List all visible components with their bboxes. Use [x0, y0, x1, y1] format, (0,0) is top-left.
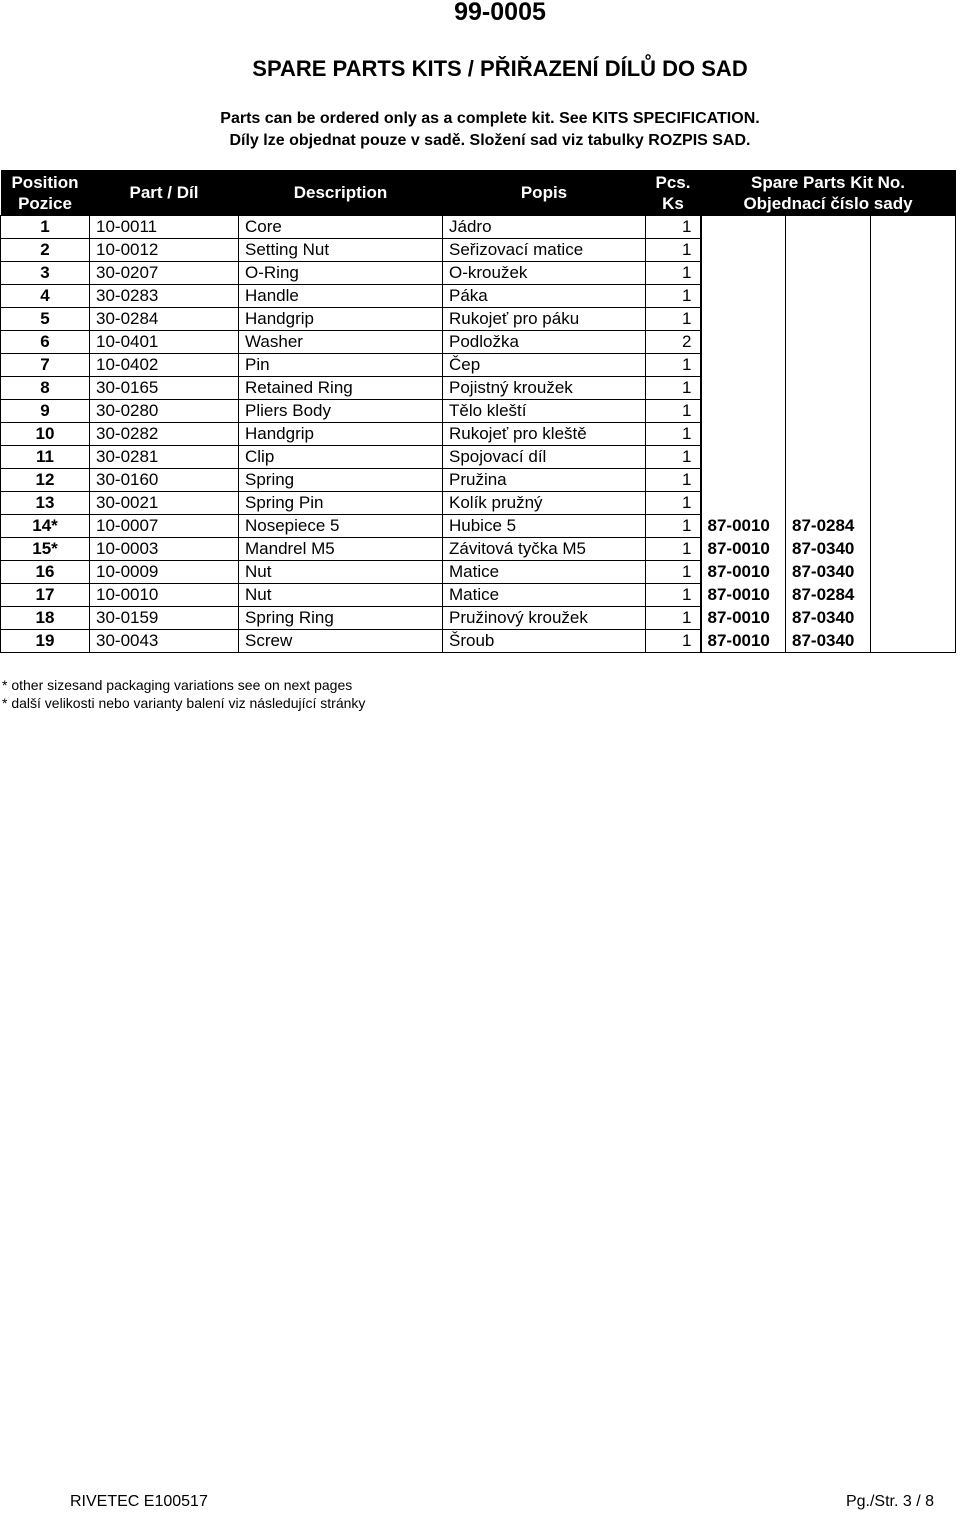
cell-kit-number	[701, 331, 786, 354]
cell-quantity: 1	[646, 538, 701, 561]
cell-kit-number	[701, 262, 786, 285]
cell-kit-number	[786, 285, 871, 308]
cell-kit-empty	[871, 607, 956, 630]
cell-description: Handgrip	[239, 308, 443, 331]
cell-part-number: 10-0010	[90, 584, 239, 607]
cell-kit-number: 87-0340	[786, 630, 871, 653]
cell-quantity: 1	[646, 630, 701, 653]
cell-kit-number	[786, 400, 871, 423]
cell-kit-empty	[871, 377, 956, 400]
cell-kit-empty	[871, 308, 956, 331]
cell-description: Washer	[239, 331, 443, 354]
table-row	[1, 423, 956, 446]
cell-popis: Jádro	[443, 216, 646, 239]
table-row	[1, 538, 956, 561]
cell-description: Spring	[239, 469, 443, 492]
cell-kit-number: 87-0340	[786, 607, 871, 630]
cell-part-number: 30-0284	[90, 308, 239, 331]
cell-kit-number: 87-0010	[701, 561, 786, 584]
cell-kit-number	[701, 469, 786, 492]
table-row	[1, 262, 956, 285]
cell-kit-empty	[871, 423, 956, 446]
header-pcs	[646, 170, 701, 216]
cell-position: 19	[1, 630, 90, 653]
cell-quantity: 1	[646, 285, 701, 308]
cell-popis: Matice	[443, 584, 646, 607]
cell-position: 14*	[1, 515, 90, 538]
cell-popis: Pružina	[443, 469, 646, 492]
cell-part-number: 30-0207	[90, 262, 239, 285]
cell-part-number: 30-0283	[90, 285, 239, 308]
cell-description: Nut	[239, 584, 443, 607]
cell-part-number: 10-0003	[90, 538, 239, 561]
table-row	[1, 446, 956, 469]
header-pcs-cz: Ks	[662, 193, 684, 213]
table-row	[1, 584, 956, 607]
cell-kit-empty	[871, 262, 956, 285]
cell-kit-number	[701, 492, 786, 515]
cell-part-number: 30-0043	[90, 630, 239, 653]
cell-position: 5	[1, 308, 90, 331]
table-row	[1, 561, 956, 584]
cell-position: 12	[1, 469, 90, 492]
cell-part-number: 30-0282	[90, 423, 239, 446]
header-position-en: Position	[11, 172, 79, 192]
cell-popis: Seřizovací matice	[443, 239, 646, 262]
cell-kit-empty	[871, 285, 956, 308]
cell-kit-number	[701, 239, 786, 262]
cell-description: Core	[239, 216, 443, 239]
table-row	[1, 469, 956, 492]
table-row	[1, 239, 956, 262]
table-row	[1, 630, 956, 653]
table-row	[1, 515, 956, 538]
cell-kit-number: 87-0284	[786, 515, 871, 538]
table-row	[1, 331, 956, 354]
cell-popis: O-kroužek	[443, 262, 646, 285]
cell-description: Screw	[239, 630, 443, 653]
table-row	[1, 216, 956, 239]
cell-quantity: 1	[646, 216, 701, 239]
cell-kit-empty	[871, 584, 956, 607]
cell-part-number: 30-0021	[90, 492, 239, 515]
cell-kit-number: 87-0284	[786, 584, 871, 607]
cell-kit-empty	[871, 331, 956, 354]
cell-position: 13	[1, 492, 90, 515]
header-pcs-en: Pcs.	[655, 172, 691, 192]
cell-kit-number	[701, 216, 786, 239]
cell-position: 10	[1, 423, 90, 446]
table-row	[1, 354, 956, 377]
cell-kit-empty	[871, 469, 956, 492]
cell-kit-number	[786, 216, 871, 239]
cell-part-number: 10-0011	[90, 216, 239, 239]
cell-position: 16	[1, 561, 90, 584]
cell-popis: Páka	[443, 285, 646, 308]
cell-description: Mandrel M5	[239, 538, 443, 561]
cell-kit-number	[701, 377, 786, 400]
cell-kit-number	[786, 446, 871, 469]
cell-kit-number	[786, 354, 871, 377]
footer-page-number: Pg./Str. 3 / 8	[845, 1493, 934, 1510]
table-row	[1, 377, 956, 400]
cell-kit-empty	[871, 630, 956, 653]
cell-quantity: 1	[646, 239, 701, 262]
cell-description: Handgrip	[239, 423, 443, 446]
cell-kit-number	[786, 331, 871, 354]
cell-position: 17	[1, 584, 90, 607]
cell-popis: Spojovací díl	[443, 446, 646, 469]
cell-kit-empty	[871, 538, 956, 561]
cell-kit-number: 87-0010	[701, 584, 786, 607]
cell-kit-number: 87-0010	[701, 538, 786, 561]
cell-kit-number: 87-0340	[786, 561, 871, 584]
cell-kit-number	[701, 285, 786, 308]
cell-quantity: 1	[646, 561, 701, 584]
cell-quantity: 1	[646, 308, 701, 331]
header-kit-cz: Objednací číslo sady	[743, 193, 913, 213]
cell-kit-number	[786, 469, 871, 492]
cell-kit-number	[786, 423, 871, 446]
cell-kit-empty	[871, 400, 956, 423]
cell-position: 8	[1, 377, 90, 400]
header-kit	[701, 170, 956, 216]
cell-kit-number	[786, 308, 871, 331]
table-row	[1, 308, 956, 331]
cell-part-number: 10-0012	[90, 239, 239, 262]
cell-part-number: 10-0007	[90, 515, 239, 538]
cell-position: 15*	[1, 538, 90, 561]
cell-position: 9	[1, 400, 90, 423]
document-number: 99-0005	[454, 0, 546, 26]
cell-position: 4	[1, 285, 90, 308]
cell-quantity: 1	[646, 584, 701, 607]
ordering-note-cz: Díly lze objednat pouze v sadě. Složení sad viz tabulky ROZPIS SAD.	[229, 132, 751, 149]
cell-quantity: 1	[646, 607, 701, 630]
cell-kit-empty	[871, 354, 956, 377]
cell-popis: Čep	[443, 354, 646, 377]
cell-kit-number	[786, 262, 871, 285]
cell-popis: Pružinový kroužek	[443, 607, 646, 630]
cell-popis: Pojistný kroužek	[443, 377, 646, 400]
cell-part-number: 30-0281	[90, 446, 239, 469]
cell-kit-number: 87-0340	[786, 538, 871, 561]
cell-quantity: 1	[646, 400, 701, 423]
cell-kit-number: 87-0010	[701, 515, 786, 538]
footer-document-id: RIVETEC E100517	[70, 1493, 208, 1510]
cell-part-number: 30-0159	[90, 607, 239, 630]
table-row	[1, 492, 956, 515]
table-header-row	[1, 170, 956, 216]
cell-position: 3	[1, 262, 90, 285]
cell-part-number: 10-0401	[90, 331, 239, 354]
cell-description: Nut	[239, 561, 443, 584]
header-kit-en: Spare Parts Kit No.	[751, 172, 905, 192]
cell-popis: Matice	[443, 561, 646, 584]
cell-kit-number	[701, 446, 786, 469]
cell-kit-empty	[871, 216, 956, 239]
cell-kit-number	[701, 308, 786, 331]
cell-description: Setting Nut	[239, 239, 443, 262]
cell-description: Nosepiece 5	[239, 515, 443, 538]
cell-kit-empty	[871, 239, 956, 262]
cell-quantity: 1	[646, 377, 701, 400]
cell-description: Pin	[239, 354, 443, 377]
cell-kit-number: 87-0010	[701, 630, 786, 653]
table-row	[1, 607, 956, 630]
cell-part-number: 10-0009	[90, 561, 239, 584]
cell-position: 11	[1, 446, 90, 469]
spare-parts-table	[0, 170, 956, 653]
cell-popis: Tělo kleští	[443, 400, 646, 423]
cell-kit-number	[701, 354, 786, 377]
cell-part-number: 10-0402	[90, 354, 239, 377]
cell-position: 7	[1, 354, 90, 377]
cell-popis: Rukojeť pro páku	[443, 308, 646, 331]
cell-kit-empty	[871, 561, 956, 584]
header-position-cz: Pozice	[18, 193, 72, 213]
page-title: SPARE PARTS KITS / PŘIŘAZENÍ DÍLŮ DO SAD	[252, 56, 748, 81]
cell-position: 18	[1, 607, 90, 630]
header-popis: Popis	[443, 170, 646, 216]
cell-kit-empty	[871, 515, 956, 538]
ordering-note-en: Parts can be ordered only as a complete kit. See KITS SPECIFICATION.	[220, 110, 760, 127]
table-row	[1, 400, 956, 423]
cell-popis: Hubice 5	[443, 515, 646, 538]
cell-position: 2	[1, 239, 90, 262]
header-position	[1, 170, 90, 216]
table-body	[1, 216, 956, 653]
header-part: Part / Díl	[90, 170, 239, 216]
cell-kit-empty	[871, 492, 956, 515]
footnote-cz: * další velikosti nebo varianty balení viz následující stránky	[2, 695, 366, 711]
cell-popis: Kolík pružný	[443, 492, 646, 515]
footnote-en: * other sizesand packaging variations see on next pages	[2, 677, 353, 693]
cell-kit-empty	[871, 446, 956, 469]
cell-quantity: 1	[646, 262, 701, 285]
cell-kit-number: 87-0010	[701, 607, 786, 630]
cell-description: Spring Ring	[239, 607, 443, 630]
cell-popis: Šroub	[443, 630, 646, 653]
cell-description: O-Ring	[239, 262, 443, 285]
cell-quantity: 2	[646, 331, 701, 354]
cell-description: Retained Ring	[239, 377, 443, 400]
cell-description: Handle	[239, 285, 443, 308]
cell-description: Clip	[239, 446, 443, 469]
cell-quantity: 1	[646, 446, 701, 469]
cell-part-number: 30-0165	[90, 377, 239, 400]
cell-description: Spring Pin	[239, 492, 443, 515]
header-description: Description	[239, 170, 443, 216]
cell-quantity: 1	[646, 515, 701, 538]
cell-quantity: 1	[646, 469, 701, 492]
cell-popis: Podložka	[443, 331, 646, 354]
cell-kit-number	[786, 377, 871, 400]
cell-position: 6	[1, 331, 90, 354]
cell-kit-number	[701, 423, 786, 446]
cell-kit-number	[701, 400, 786, 423]
cell-quantity: 1	[646, 492, 701, 515]
cell-kit-number	[786, 239, 871, 262]
cell-popis: Závitová tyčka M5	[443, 538, 646, 561]
cell-part-number: 30-0280	[90, 400, 239, 423]
cell-position: 1	[1, 216, 90, 239]
cell-description: Pliers Body	[239, 400, 443, 423]
cell-quantity: 1	[646, 423, 701, 446]
cell-kit-number	[786, 492, 871, 515]
cell-part-number: 30-0160	[90, 469, 239, 492]
cell-quantity: 1	[646, 354, 701, 377]
table-row	[1, 285, 956, 308]
cell-popis: Rukojeť pro kleště	[443, 423, 646, 446]
